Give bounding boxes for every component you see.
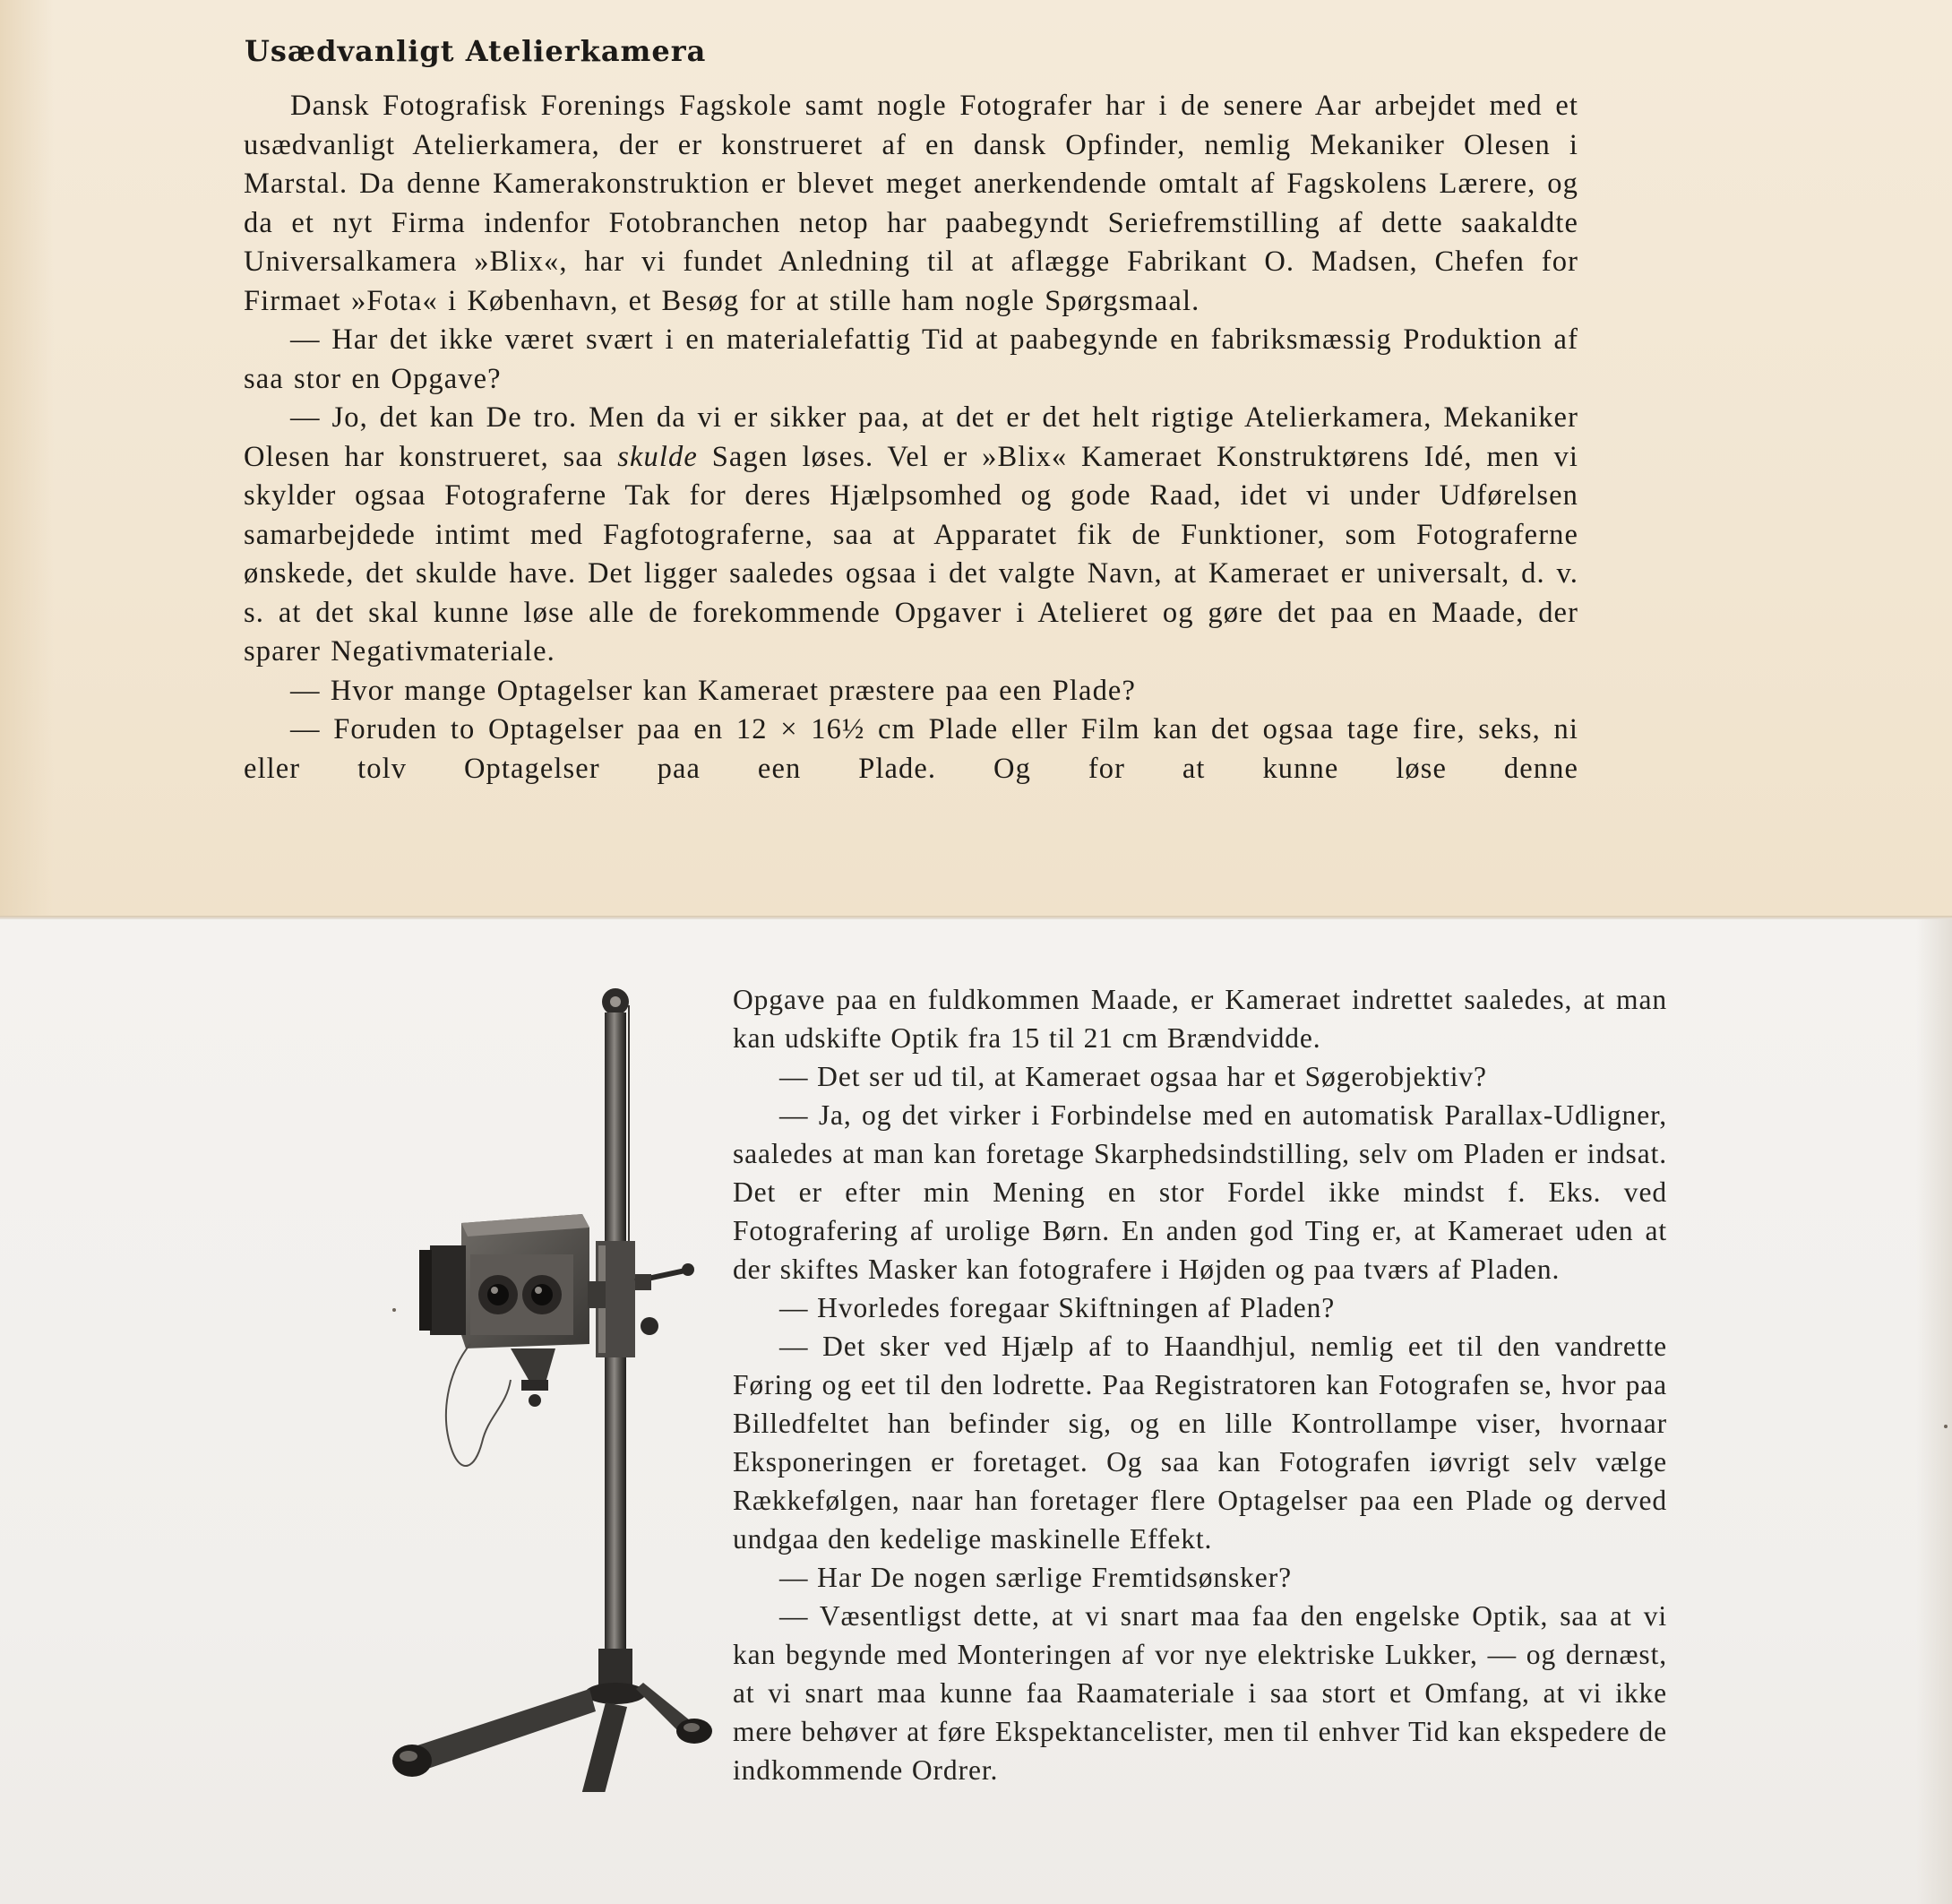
paper-speck <box>392 1308 396 1312</box>
paragraph-text: — Jo, det kan De tro. Men da vi er sikker paa, at det er det helt rigtige Atelierkamera, Mekaniker Olesen har konstrueret, saa <box>244 401 1578 473</box>
paragraph: — Har De nogen særlige Fremtidsønsker? <box>779 1562 1292 1593</box>
paragraph: — Foruden to Optagelser paa en 12 × 16½ cm Plade eller Film kan det ogsaa tage fire, seks, ni eller tolv Optagelser paa een Plade. Og for at kunne løse denne <box>244 713 1578 785</box>
lower-text-column <box>733 980 1667 1789</box>
paragraph: — Ja, og det virker i Forbindelse med en automatisk Parallax-Udligner, saaledes at man kan foretage Skarphedsindstilling, selv om Pladen er indsat. Det er efter min Mening en stor Fordel ikke mindst f. Eks. ved Fotografering af urolige Børn. En anden god Ting er, at Kameraet uden at der skiftes Masker kan fotografere i Højden og paa tværs af Pladen. <box>733 1099 1667 1285</box>
stand-foot <box>412 1689 596 1774</box>
cable-release <box>446 1344 511 1466</box>
paragraph-text: Sagen løses. Vel er »Blix« Kameraet Konstruktørens Idé, men vi skylder ogsaa Fotograferne Tak for deres Hjælpsomhed og gode Raad, idet vi under Udførelsen samarbejdede intimt med Fagfotograferne, saa at Apparatet fik de Funktioner, som Fotograferne ønskede, det skulde have. Det ligger saaledes ogsaa i det valgte Navn, at Kameraet er universalt, d. v. s. at det skal kunne løse alle de forekommende Opgaver i Atelieret og gøre det paa en Maade, der sparer Negativmateriale. <box>244 440 1579 668</box>
paper-speck <box>1944 1425 1948 1428</box>
camera-stand-photo <box>376 986 717 1792</box>
paragraph: — Det sker ved Hjælp af to Haandhjul, nemlig eet til den vandrette Føring og eet til den lodrette. Paa Registratoren kan Fotografen se, hvor paa Billedfeltet han befinder sig, og en lille Kontrollampe viser, hvornaar Eksponeringen er foretaget. Og saa kan Fotografen iøvrigt selv vælge Rækkefølgen, naar han foretager flere Optagelser paa een Plade og derved undgaa den kedelige maskinelle Effekt. <box>733 1331 1667 1555</box>
paragraph: — Væsentligst dette, at vi snart maa faa den engelske Optik, saa at vi kan begynde med Monteringen af vor nye elektriske Lukker, — og dernæst, at vi snart maa kunne faa Raamateriale i saa stort et Omfang, at vi ikke mere behøver at føre Ekspektancelister, men til enhver Tid kan ekspedere de indkommende Ordrer. <box>733 1600 1667 1786</box>
paragraph: — Hvorledes foregaar Skiftningen af Pladen? <box>779 1292 1336 1323</box>
article-title: Usædvanligt Atelierkamera <box>245 34 707 68</box>
page-seam <box>0 916 1952 919</box>
paragraph <box>244 399 1578 672</box>
paragraph: Opgave paa en fuldkommen Maade, er Kameraet indrettet saaledes, at man kan udskifte Optik fra 15 til 21 cm Brændvidde. <box>733 984 1667 1054</box>
upper-text-column <box>244 87 1578 788</box>
paragraph: — Det ser ud til, at Kameraet ogsaa har et Søgerobjektiv? <box>779 1061 1487 1092</box>
paragraph: Dansk Fotografisk Forenings Fagskole samt nogle Fotografer har i de senere Aar arbejdet med et usædvanligt Atelierkamera, der er konstrueret af en dansk Opfinder, nemlig Mekaniker Olesen i Marstal. Da denne Kamerakonstruktion er blevet meget anerkendende omtalt af Fagskolens Lærere, og da et nyt Firma indenfor Fotobranchen netop har paabegyndt Seriefremstilling af dette saakaldte Universalkamera »Blix«, har vi fundet Anledning til at aflægge Fabrikant O. Madsen, Chefen for Firmaet »Fota« i København, et Besøg for at stille ham nogle Spørgsmaal. <box>244 90 1578 317</box>
emphasis-text: skulde <box>617 440 698 473</box>
paragraph: — Hvor mange Optagelser kan Kameraet præstere paa een Plade? <box>290 674 1136 707</box>
paragraph: — Har det ikke været svært i en materialefattig Tid at paabegynde en fabriksmæssig Produktion af saa stor en Opgave? <box>244 323 1578 395</box>
